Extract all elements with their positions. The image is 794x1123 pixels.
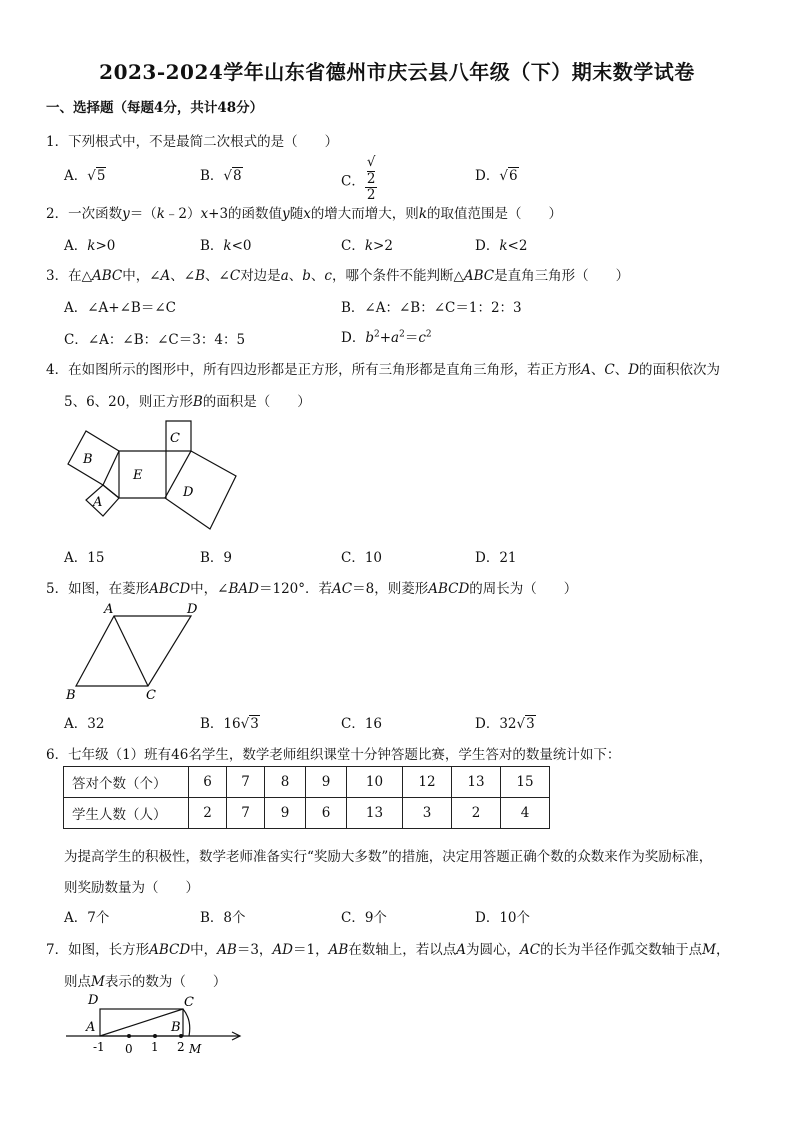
q6-option-a[interactable]: A．7个	[64, 910, 110, 926]
label-a: A	[86, 1020, 96, 1035]
tick-label: 0	[125, 1042, 133, 1056]
label-b: B	[66, 688, 76, 703]
q2-option-d[interactable]: D．k<2	[475, 238, 528, 254]
row-header: 答对个数（个）	[64, 767, 189, 798]
q5-option-d[interactable]: D．32√3	[475, 716, 535, 732]
q4-option-a[interactable]: A．15	[64, 550, 105, 566]
label-b: B	[83, 452, 93, 467]
q2-option-b[interactable]: B．k<0	[200, 238, 252, 254]
q1-option-d[interactable]: D．√6	[475, 168, 518, 184]
label-e: E	[133, 468, 143, 483]
table-cell: 9	[306, 767, 347, 798]
section-heading: 一、选择题（每题4分，共计48分）	[46, 100, 264, 116]
label-a: A	[104, 602, 114, 617]
table-cell: 4	[501, 798, 550, 829]
table-cell: 2	[189, 798, 227, 829]
tick-label: 1	[151, 1040, 159, 1054]
question-2-stem: 2．一次函数y＝（k﹣2）x+3的函数值y随x的增大而增大，则k的取值范围是（ ）	[46, 206, 562, 222]
table-cell: 13	[452, 767, 501, 798]
q1-option-a[interactable]: A．√5	[64, 168, 106, 184]
table-cell: 8	[265, 767, 306, 798]
table-cell: 13	[347, 798, 403, 829]
q2-option-c[interactable]: C．k>2	[341, 238, 393, 254]
q6-option-d[interactable]: D．10个	[475, 910, 531, 926]
question-5-stem: 5．如图，在菱形ABCD中，∠BAD＝120°．若AC＝8，则菱形ABCD的周长为（ ）	[46, 581, 578, 597]
label-c: C	[146, 688, 156, 703]
q6-option-b[interactable]: B．8个	[200, 910, 246, 926]
table-cell: 7	[227, 798, 265, 829]
table-cell: 10	[347, 767, 403, 798]
table-cell: 2	[452, 798, 501, 829]
question-7-stem-line1: 7．如图，长方形ABCD中，AB＝3，AD＝1，AB在数轴上，若以点A为圆心，AC的长为半径作弧交数轴于点M，	[46, 942, 730, 958]
q3-option-b[interactable]: B．∠A：∠B：∠C＝1：2：3	[341, 300, 522, 316]
tick-label: -1	[93, 1040, 105, 1054]
table-cell: 7	[227, 767, 265, 798]
table-cell: 3	[403, 798, 452, 829]
table-cell: 9	[265, 798, 306, 829]
q5-option-b[interactable]: B．16√3	[200, 716, 259, 732]
q4-option-c[interactable]: C．10	[341, 550, 383, 566]
q2-option-a[interactable]: A．k>0	[64, 238, 116, 254]
question-3-stem: 3．在△ABC中，∠A、∠B、∠C对边是a、b、c，哪个条件不能判断△ABC是直角三角形（ ）	[46, 268, 630, 284]
table-cell: 12	[403, 767, 452, 798]
q3-option-d[interactable]: D．$b^2+a^2=c^2$	[341, 329, 432, 346]
table-cell: 15	[501, 767, 550, 798]
question-4-stem-line2: 5、6、20，则正方形B的面积是（ ）	[64, 394, 311, 410]
label-b: B	[171, 1020, 181, 1035]
q3-option-c[interactable]: C．∠A：∠B：∠C＝3：4：5	[64, 332, 246, 348]
q3-option-a[interactable]: A．∠A+∠B＝∠C	[64, 300, 176, 316]
page-title: 2023-2024学年山东省德州市庆云县八年级（下）期末数学试卷	[99, 60, 695, 84]
q5-option-a[interactable]: A．32	[64, 716, 105, 732]
label-c: C	[170, 431, 180, 446]
table-cell: 6	[306, 798, 347, 829]
row-header: 学生人数（人）	[64, 798, 189, 829]
label-m: M	[189, 1042, 202, 1056]
question-1-stem: 1．下列根式中，不是最简二次根式的是（ ）	[46, 134, 339, 150]
q1-option-b[interactable]: B．√8	[200, 168, 242, 184]
question-6-stem: 6．七年级（1）班有46名学生，数学老师组织课堂十分钟答题比赛，学生答对的数量统计如下：	[46, 747, 621, 763]
label-d: D	[187, 602, 198, 617]
question-6-text-1: 为提高学生的积极性，数学老师准备实行“奖励大多数”的措施，决定用答题正确个数的众数来作为奖励标准，	[64, 849, 713, 865]
label-d: D	[88, 993, 99, 1008]
q5-option-c[interactable]: C．16	[341, 716, 383, 732]
q6-option-c[interactable]: C．9个	[341, 910, 387, 926]
q1-option-c[interactable]: C． √ 2 2	[341, 154, 376, 204]
label-a: A	[93, 495, 103, 510]
label-d: D	[183, 485, 194, 500]
question-6-text-2: 则奖励数量为（ ）	[64, 880, 199, 896]
q4-option-b[interactable]: B．9	[200, 550, 233, 566]
label-c: C	[184, 995, 194, 1010]
tick-label: 2	[177, 1040, 185, 1054]
question-4-stem-line1: 4．在如图所示的图形中，所有四边形都是正方形，所有三角形都是直角三角形，若正方形A、C、D的面积依次为	[46, 362, 721, 378]
q4-option-d[interactable]: D．21	[475, 550, 517, 566]
table-cell: 6	[189, 767, 227, 798]
question-7-stem-line2: 则点M表示的数为（ ）	[64, 974, 227, 990]
